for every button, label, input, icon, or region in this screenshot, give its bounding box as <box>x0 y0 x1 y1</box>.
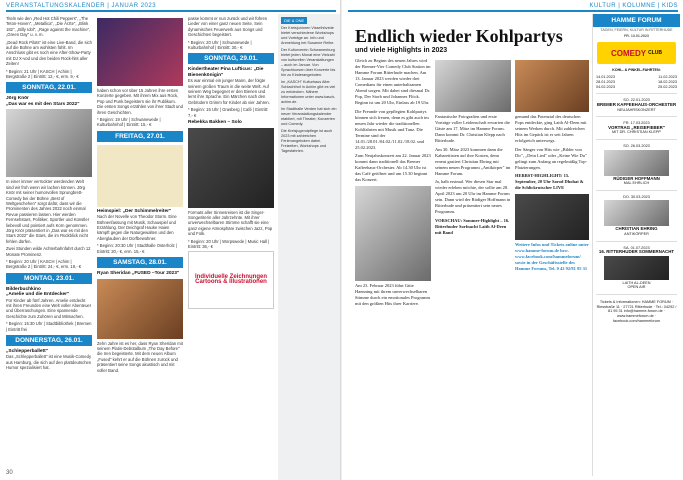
article-column-1 <box>355 58 431 468</box>
day-bar-sunday-22: SONNTAG, 22.01. <box>6 82 92 93</box>
day-bar-friday-27: FREITAG, 27.01. <box>97 131 183 142</box>
left-header: VERANSTALTUNGSKALENDER | JANUAR 2023 <box>6 0 336 12</box>
date-row <box>596 85 677 90</box>
event-text: Nach der Novelle von Theodor Storm. Eine Bühnenfassung mit Musik, Schauspiel und Erzählung. Der Deichgraf Hauke Haien kämpft gegen die Naturgewalten und den Aberglauben der Dorfbewohner. <box>97 214 177 241</box>
article-highlight: HERBST-HIGHLIGHT: 15. September, 20 Uhr Sarod Dhohat & die Schlickrutscher LIVE <box>515 173 584 190</box>
left-column-1 <box>6 16 92 472</box>
page-number-left: 30 <box>6 470 13 476</box>
info-box: Weitere Infos und Tickets online unter www.hamme-forum.de bzw. www.facebook.com/hammeforum/ sowie in der Geschäftsstelle des Hamme Forums, Tel. 0 42 92/81 95 31 <box>515 241 589 271</box>
comic-ad: Individuelle Zeichnungen Cartoons & Illustrationen <box>188 251 274 309</box>
right-header: KULTUR | KOLUMNE | KIDS <box>348 0 678 12</box>
day-bar-sunday-29: SONNTAG, 29.01. <box>188 53 274 64</box>
article-paragraph: Am 23. Februar 2023 führt Gitte Haenning mit ihrem unverwechselbaren Stimme durch ein emotionales Programm mit den größten Hits ihrer Karriere. <box>355 282 430 306</box>
event-title: „Schlepperballett" <box>6 349 48 355</box>
event-info: Zwei Stunden wilde Achterbahnfahrt durch 12 Monate Prominenz. <box>6 246 91 257</box>
hamme-forum-ad <box>592 14 680 476</box>
ad-photo-christian-ehring <box>604 200 669 226</box>
comedy-logo-text: COMEDY <box>610 48 647 58</box>
event-photo-rebekka-bakken <box>188 128 274 208</box>
comedy-club-logo <box>597 42 676 64</box>
article-paragraph: Fantastische Fotografien und erste Vorträge voller Leidenschaft erwarten die Gäste am 17. März im Hamme Forum. Dann kommt Dr. Christian Klepp nach Ritterhude. <box>435 114 510 143</box>
ad-event-sub: LAITH AL-DEEN <box>622 280 651 285</box>
article-paragraph: Zum Neujahrskonzert am 22. Januar 2023 kommt dann traditionell das Bremer Kaffeehaus-Orchester. Ab 14.30 Uhr ist das Café geöffnet und um 15.30 beginnt das Konzert. <box>355 153 431 182</box>
event-title: Ryan Sheridan „FUSED –Tour 2023" <box>97 271 180 277</box>
sidebar-text: Der Kulturverein Schwanenburg bietet jeden Monat eine Vielzahl von kulturellen Veranstaltungen – auch im Januar. Von Sprachkursen über Konzerte bis hin zu Kinderangeboten. <box>281 48 336 77</box>
article-photo-christian-ehring <box>435 60 511 112</box>
event-title: Heimspiel: „Der Schimmelreiter" <box>97 208 172 214</box>
ad-event-title: RÜDIGER HOFFMANN <box>613 175 660 181</box>
ad-event <box>593 193 680 239</box>
event-text: Das „Schlepperballett" ist eine Musik-Comedy aus Hamburg, die sich auf den plattdeutschen Humor spezialisiert hat. <box>6 354 92 371</box>
event-photo-joerg-knoer <box>6 109 92 177</box>
event-photo-band <box>97 18 183 86</box>
event-subtitle: „Amelie und die Entdecker" <box>6 292 70 298</box>
ad-event-sub: NEUJAHRSKONZERT <box>617 107 656 112</box>
event-text: In einer immer verrückter werdenden Welt sind wir froh wenn wir lachen können. Jörg Knör mit seiner humorvollen Sprungbrett-Comedy bei der Bühne „Best of Weltgeschehen" sorgt dafür, dass wir die Prominenten des Jahres 2022 noch einmal Revue passieren lassen. Hier werden Fernsehstars, Politiker, Sportler und Künstler liebevoll und pointiert aufs Korn genommen. Jörg Knör präsentiert in „Das war es mit den Stars 2022" die Stars, die im Rückblick nicht fehlen dürfen. <box>6 179 90 244</box>
article-subtitle: und viele Highlights in 2023 <box>355 47 448 54</box>
event-title: Rebekka Bakken – Solo <box>188 120 242 126</box>
article-photo-concert <box>515 194 589 240</box>
event-meta: * Beginn: 20 Uhr | Schwanewede | Kulturbahnhof | Eintritt: 30,- € <box>188 39 252 51</box>
ad-divider <box>596 241 677 242</box>
ad-photo-ruediger-hoffmann <box>604 150 669 176</box>
left-column-3 <box>188 16 274 472</box>
date-cell: 04.02.2023 <box>596 84 616 89</box>
ad-event-date: SO. 26.03.2023 <box>623 143 650 148</box>
ad-event-title: 16. RITTERHUDER SOMMERNACHT <box>598 249 675 255</box>
ad-event-sub: MAL EHRLICH <box>623 181 650 186</box>
event-meta: * Beginn: 19 Uhr | Schwanewede | Kulturbahnhof | Eintritt: 15,- € <box>97 117 161 128</box>
event-text: Es war einmal ein junger Mann, der folgte seinem großen Traum in die weite Welt. Auf seinem Weg begegnet er den Bienen und lernt ihre Sprache. Ein Märchen nach den Gebrüdern Grimm für Kinder ab vier Jahren. <box>188 78 270 105</box>
event-title: Bilderbuchkino <box>6 286 41 292</box>
kohl-dates-list <box>593 73 680 91</box>
ad-header: HAMME FORUM <box>593 14 680 27</box>
day-bar-monday-23: MONTAG, 23.01. <box>6 273 92 284</box>
article-column-3 <box>515 58 589 468</box>
intro-text: Titeln wie den „Red Hot Chili Peppers", „The Teton-Hoven", „Metallica", „Die Ärzte", „Blink 182", „Billy Idol", „Rage against the machine", „Green Day" u. v. m. <box>6 16 91 38</box>
event-meta: * Beginn: 20:30 Uhr | Stadthalle Osterholz | Eintritt: 20,- €, erm. 15,- € <box>97 243 177 254</box>
article-paragraph: gemand das Potenzial des deutschen Pops entdeckte, ging Laith Al-Deen mit seinem Werken durch. Mit zahlreichen Hits im Gepäck ist er seit Jahren erfolgreich unterwegs. <box>515 114 587 143</box>
article-paragraph: Die Freunde von gepflegten Kohlpartys können sich freuen, denn es gibt auch im neuen Jahr wieder die traditionellen Kohlfahrten mit Musik und Tanz. Die Termine sind der 14.01./28.01./04.02./11.02./18.02. und 25.02.2023. <box>355 108 429 150</box>
ad-event-date: FR. 17.03.2023 <box>623 121 650 126</box>
event-text: haben schon vor über 15 Jahren ihre ersten Konzerte gegeben. Mit ihrem Mix aus Rock, Pop und Punk begeistern sie ihr Publikum. Die ersten Songs erzählen von ihrer Stadt und ihren Geschichten. <box>97 88 183 115</box>
event-title: Jörg Knör <box>6 96 29 102</box>
kohl-dates-header: KOHL- & PINKEL-FAHRTEN: <box>612 68 661 72</box>
ad-event <box>593 96 680 114</box>
ad-divider <box>596 190 677 191</box>
article-paragraph: Der Sänger von Hits wie „Bilder von Dir", „Dein Lied" oder „Keine Wie Du" gelingt zum Anfang an regelmäßig Top-Platzierungen. <box>515 146 587 170</box>
ad-event-date: DO. 30.03.2023 <box>623 194 650 199</box>
article-paragraph: Gleich zu Beginn des neuen Jahres wird der Bremer-Vier Comedy Club Station im Hamme Forum Ritterhude machen. Am 13. Januar 2023 werden wieder drei Comedians für einen unterhaltsamen Abend sorgen. Mit dabei sind diesmal Dr. Pop, Der Storb und Johannes Flöck. Beginn ist um 20 Uhr, Einlass ab 19 Uhr. <box>355 58 431 105</box>
info-sidebar <box>278 14 340 480</box>
date-cell: 28.01.2023 <box>596 79 616 84</box>
article-paragraph: Ja, halb erstmal. Wer diesen Star mal wieder erleben möchte, der sollte am 28. April 2023 um 20 Uhr im Hamme Forum sein. Dann wird der Rüdiger Hoffmann in Ritterhude und präsentiert sein neues Programm. <box>435 179 511 214</box>
ad-event-title: BREMER KAFFEEHAUS-ORCHESTER <box>596 101 677 107</box>
sidebar-text: Die Kreisjugendpflege ist auch 2023 mit zahlreichen Ferienangeboten dabei. Freizeiten, Workshops und Tagesfahrten. <box>281 129 333 153</box>
ad-event <box>593 142 680 188</box>
ad-event-sub: MIT DR. CHRISTIAN KLEPP <box>612 130 661 135</box>
left-page <box>0 0 341 480</box>
ad-event-sub: OPEN AIR <box>627 285 646 290</box>
article-photo-gitte-haenning <box>355 186 431 281</box>
event-subtitle: „Das war es mit den Stars 2022" <box>6 101 80 107</box>
event-meta: * Beginn: 15 Uhr | Grasberg | Café | Eintritt: 7,- € <box>188 107 269 118</box>
day-bar-saturday-28: SAMSTAG, 28.01. <box>97 257 183 268</box>
event-meta: * Beginn: 15:30 Uhr | Stadtbibliothek | Bremen | Eintritt frei <box>6 321 92 332</box>
ad-divider <box>596 93 677 94</box>
comedy-logo-sub: CLUB <box>648 50 662 56</box>
article-title: Endlich wieder Kohlpartys <box>355 26 563 46</box>
date-cell: 11.02.2023 <box>658 75 677 79</box>
event-text: passe kommt er nun zurück und wir führen Lieder von einer ganz neuen Seite. Sein dynamisches Feuerwerk aus Songs und Geschichten begeistert. <box>188 16 268 38</box>
event-meta: * Beginn: 20 Uhr | Worpswede | Music Hall | Eintritt: 36,- € <box>188 238 270 249</box>
ad-event-date: SA. 01.07.2023 <box>623 245 650 250</box>
article-column-2 <box>435 58 511 468</box>
ad-event <box>593 119 680 137</box>
ad-photo-laith-al-deen <box>604 256 669 280</box>
sidebar-content <box>281 17 337 475</box>
intro-text-2: „Dead Rock Pilots" ist eine Live-Band, die sich auf die Bühne am wohlsten fühlt. Im Anschluss gibt es noch eine After-Show-Party mit DJ X-vod und den beiden Rock-hits aller Zeiten! <box>6 39 92 67</box>
ad-date: FR. 13.01.2023 <box>624 34 649 38</box>
article-paragraph: Am 30. März 2023 kommen dann die Kabarettisten auf ihre Kosten, denn erneut gastiert Christian Ehring mit seinem neuen Programm „Antikörper" im Hamme Forum. <box>435 146 511 176</box>
event-text: Zehn Jahre ist es her, dass Ryan Sheridan mit seinem Platin-Debütalbum „The Day Before" die Iren begeisterte. Mit dem neuen Album „Fused" kehrt er auf die Bühnen zurück und präsentiert seine Songs akustisch und mit voller Band. <box>97 340 183 373</box>
article-photo-laith-al-deen <box>515 60 589 112</box>
event-photo-ryan-sheridan <box>97 279 183 339</box>
ad-subheader: TAGEN, FEIERN, KULTUR IN RITTERHUDE <box>600 28 673 32</box>
ad-event <box>593 244 680 292</box>
event-meta: * Beginn: 20 Uhr | KASCH | Achim | Bergstraße 2 | Eintritt: 24,- €, erm. 19,- € <box>6 258 82 270</box>
ad-divider <box>596 294 677 295</box>
date-cell: 18.02.2023 <box>657 79 677 84</box>
sidebar-text: Der Kreisjunioren Visselhövede bietet verschiedene Workshops und Vorträge an. Info und Anmeldung bei Susanne Reibe. <box>281 26 335 45</box>
event-text: Formats aller Sinnesreisen ist die Singer-Songwriterin aller Jahrzehnte. Mit ihrer unverwechselbaren Stimme schafft sie eine ganz eigene Atmosphäre zwischen Jazz, Pop und Folk. <box>188 209 273 237</box>
ad-event-title: CHRISTIAN EHRING <box>615 226 658 232</box>
ad-event-date: SO. 22.01.2023 <box>623 98 650 103</box>
sidebar-text: Im Stadthalle Verden hat sich ein neuer Veranstaltungskalender etabliert, mit Theater, Konzerten und Comedy. <box>281 107 337 126</box>
ad-contact: Tickets & Informationen: HAMME FORUM · Riesstraße 11 · 27721 Ritterhude · Tel.: 04292 / 81 95 31 info@hamme-forum.de · www.hammeforum.de · facebook.com/hammeforum <box>596 299 677 324</box>
ad-event-sub: ANTIKÖRPER <box>624 231 649 236</box>
event-title: Kindertheater Pina Lufticus: „Die Bienenkönigin" <box>188 67 264 78</box>
date-cell: 25.02.2023 <box>657 84 677 89</box>
ad-divider <box>596 139 677 140</box>
intro-meta: * Beginn: 21 Uhr | KASCH | Achim | Bergstraße 2 | Eintritt: 12,- €, erm. 9,- € <box>6 68 79 80</box>
event-photo-schimmelreiter <box>97 145 183 207</box>
left-column-2 <box>97 16 183 472</box>
date-cell: 14.01.2023 <box>596 75 616 79</box>
sidebar-tag: DIE & ONE <box>281 17 307 24</box>
ad-event-title: VORTRAG „REISEFIEBER" <box>608 124 665 130</box>
event-text: Für Kinder ab fünf Jahren. Amelie entdeckt mit ihren Freunden eine Welt voller Abenteuer und Überraschungen. Eine spannende Geschichte zum Zuhören und Mitmachen. <box>6 297 92 319</box>
day-bar-thursday-26: DONNERSTAG, 26.01. <box>6 335 92 346</box>
sidebar-text: Im „KASCH" Kulturhaus Alter Schlachthof in Achim gibt es viel zu entdecken. Nähere Informationen unter www.kasch-achim.de. <box>281 80 336 104</box>
ad-divider <box>596 116 677 117</box>
article-preview: VORSCHAU: Sommer-Highlight – 16. Ritterhuder Sorfnacht Laith Al-Deen mit Band <box>435 217 510 235</box>
